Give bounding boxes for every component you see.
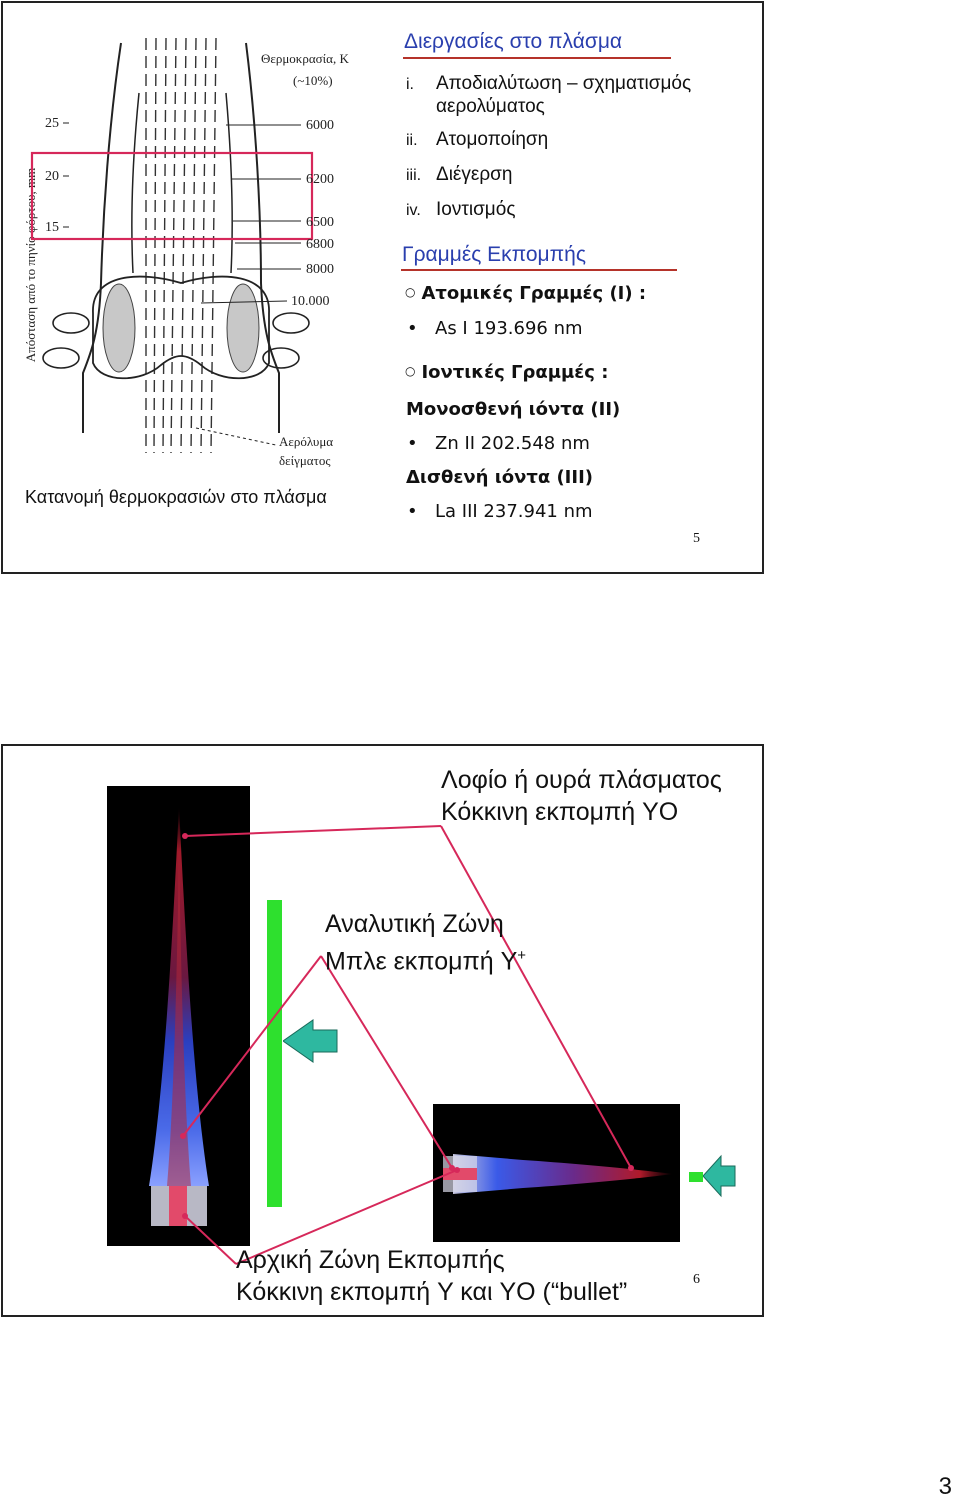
- temp-value: 6000: [306, 118, 334, 133]
- axis-label: Απόσταση από το πηνίο φόρτου, mm: [23, 167, 38, 363]
- mono-line-item: • Zn II 202.548 nm: [407, 433, 590, 454]
- slide-6: [1, 744, 764, 1317]
- temp-title: Θερμοκρασία, K: [261, 51, 349, 66]
- axis-tick: 25: [45, 116, 59, 131]
- axis-tick: 15: [45, 220, 59, 235]
- temp-value: 10.000: [291, 294, 330, 309]
- process-item: αερολύματος: [436, 96, 545, 117]
- di-line-item: • La III 237.941 nm: [407, 501, 593, 522]
- initial-zone-caption: Αρχική Ζώνη Εκπομπής Κόκκινη εκπομπή Y και YO (“bullet”: [236, 1246, 628, 1306]
- temp-value: 6800: [306, 237, 334, 252]
- slide-5: [1, 1, 764, 574]
- page-number: 3: [938, 1473, 952, 1500]
- process-item: iii. Διέγερση: [406, 164, 513, 185]
- temp-value: 6500: [306, 215, 334, 230]
- diagram-caption: Κατανομή θερμοκρασιών στο πλάσμα: [25, 487, 327, 507]
- temp-value: 8000: [306, 262, 334, 277]
- atomic-line-item: • As I 193.696 nm: [407, 318, 583, 339]
- axis-tick: 20: [45, 169, 59, 184]
- aerosol-label: δείγματος: [279, 453, 331, 468]
- ionic-lines-heading: ○ Ιοντικές Γραμμές :: [405, 362, 609, 383]
- process-item: i. Αποδιαλύτωση – σχηματισμός: [406, 73, 692, 94]
- pointer-lines: [3, 746, 766, 1319]
- atomic-lines-heading: ○ Ατομικές Γραμμές (I) :: [405, 283, 647, 304]
- plume-caption: Λοφίο ή ουρά πλάσματος Κόκκινη εκπομπή YO: [441, 766, 722, 826]
- aerosol-label: Αερόλυμα: [279, 434, 334, 449]
- slide-number: 6: [693, 1272, 700, 1287]
- emission-title: Γραμμές Εκπομπής: [402, 243, 586, 266]
- process-item: iv. Ιοντισμός: [406, 199, 516, 220]
- process-item: ii. Ατομοποίηση: [406, 129, 549, 150]
- title-underline: [403, 57, 671, 59]
- di-ions-heading: Δισθενή ιόντα (III): [406, 467, 593, 488]
- mono-ions-heading: Μονοσθενή ιόντα (II): [406, 399, 621, 420]
- slide-title: Διεργασίες στο πλάσμα: [404, 30, 623, 53]
- analytic-zone-caption: Αναλυτική Ζώνη Μπλε εκπομπή Y+: [325, 910, 527, 976]
- temp-value: 6200: [306, 172, 334, 187]
- plasma-temperature-diagram: [21, 33, 391, 488]
- slide-number: 5: [693, 531, 700, 546]
- emission-underline: [401, 269, 677, 271]
- temp-subtitle: (~10%): [293, 73, 333, 88]
